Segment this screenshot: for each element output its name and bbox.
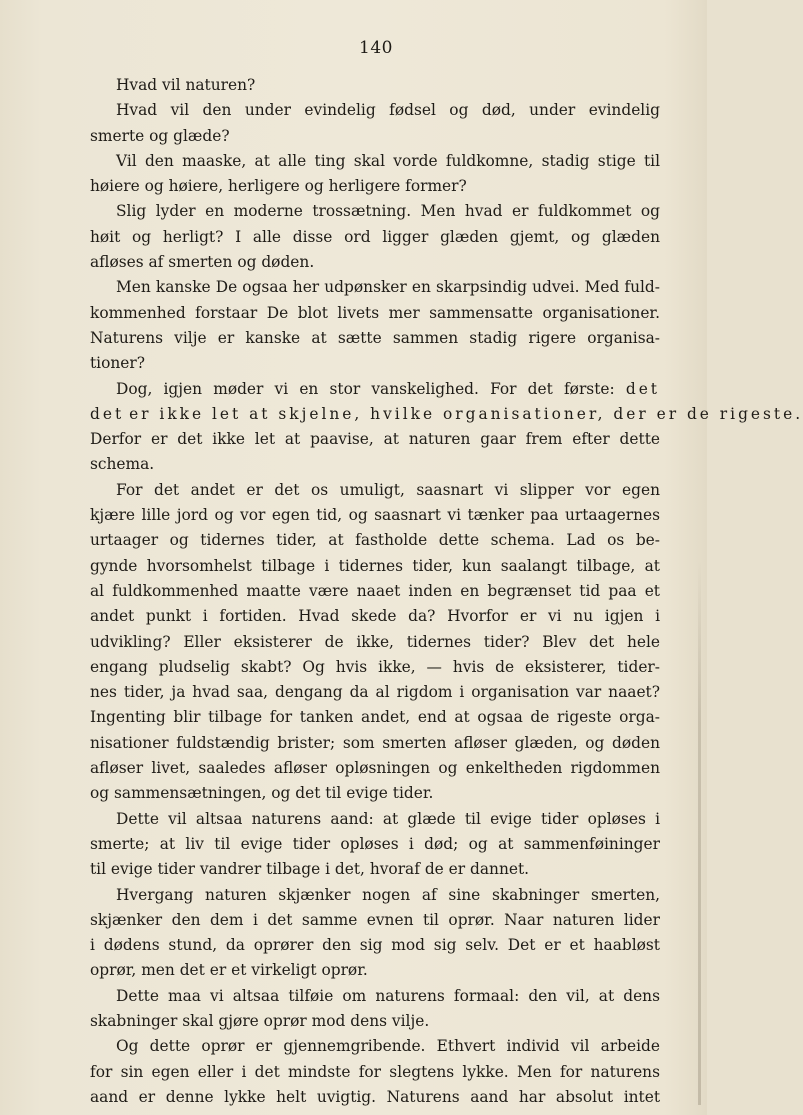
text-line: nisationer fuldstændig brister; som smerten afløser glæden, og døden	[90, 733, 660, 752]
text-line: Hvad vil den under evindelig fødsel og død, under evindelig	[116, 101, 660, 120]
text-line: i dødens stund, da oprører den sig mod sig selv. Det er et haabløst	[90, 936, 660, 955]
text-line: Hvergang naturen skjænker nogen af sine skabninger smerten,	[116, 885, 660, 904]
text-line	[90, 377, 660, 402]
text-fragment: Dog, igjen møder vi en stor vanskelighed. For det første:	[116, 379, 626, 398]
text-line: engang pludselig skabt? Og hvis ikke, — hvis de eksisterer, tider-	[90, 657, 660, 676]
text-line: Naturens vilje er kanske at sætte sammen stadig rigere organisa-	[90, 328, 660, 347]
text-line: afløser livet, saaledes afløser opløsningen og enkeltheden rigdommen	[90, 759, 660, 778]
page-edge-shadow	[698, 560, 701, 1105]
text-line: schema.	[90, 455, 155, 474]
text-line: urtaager og tidernes tider, at fastholde dette schema. Lad os be-	[90, 531, 660, 550]
text-line: Hvad vil naturen?	[116, 76, 256, 94]
text-line: skabninger skal gjøre oprør mod dens vilje.	[90, 1011, 430, 1030]
text-line: Dette vil altsaa naturens aand: at glæde til evige tider opløses i	[116, 809, 660, 828]
text-line: Dette maa vi altsaa tilføie om naturens formaal: den vil, at dens	[116, 986, 660, 1005]
spaced-text: er ikke let at skjelne, hvilke organisationer,	[129, 404, 614, 423]
text-line: kjære lille jord og vor egen tid, og saasnart vi tænker paa urtaagernes	[90, 506, 660, 525]
text-line: For det andet er det os umuligt, saasnart vi slipper vor egen	[116, 480, 660, 499]
text-line: Vil den maaske, at alle ting skal vorde fuldkomne, stadig stige til	[116, 151, 660, 170]
spaced-text: det	[90, 404, 125, 423]
text-line: skjænker den dem i det samme evnen til oprør. Naar naturen lider	[90, 910, 660, 929]
text-line: til evige tider vandrer tilbage i det, hvoraf de er dannet.	[90, 860, 530, 879]
text-line: udvikling? Eller eksisterer de ikke, tidernes tider? Blev det hele	[90, 632, 660, 651]
text-line: kommenhed forstaar De blot livets mer sammensatte organisationer.	[90, 303, 660, 322]
spaced-text: det	[625, 379, 660, 398]
text-line	[90, 402, 803, 427]
text-line: Ingenting blir tilbage for tanken andet, end at ogsaa de rigeste orga-	[90, 708, 660, 727]
text-line: høit og herligt? I alle disse ord ligger glæden gjemt, og glæden	[90, 227, 660, 246]
text-line: aand er denne lykke helt uvigtig. Naturens aand har absolut intet	[90, 1087, 660, 1106]
body-text	[90, 73, 803, 1110]
text-line: afløses af smerten og døden.	[90, 253, 315, 272]
text-line: for sin egen eller i det mindste for slegtens lykke. Men for naturens	[90, 1062, 660, 1081]
text-line: smerte; at liv til evige tider opløses i død; og at sammenføininger	[90, 834, 660, 853]
text-line: gynde hvorsomhelst tilbage i tidernes tider, kun saalangt tilbage, at	[90, 556, 660, 575]
text-line: andet punkt i fortiden. Hvad skede da? Hvorfor er vi nu igjen i	[90, 607, 660, 626]
text-line: og sammensætningen, og det til evige tider.	[90, 784, 434, 803]
text-line: tioner?	[90, 354, 146, 373]
text-line: Slig lyder en moderne trossætning. Men hvad er fuldkommet og	[116, 202, 660, 221]
text-line: al fuldkommenhed maatte være naaet inden en begrænset tid paa et	[90, 581, 660, 600]
page-number: 140	[359, 38, 393, 58]
text-line: oprør, men det er et virkeligt oprør.	[90, 961, 368, 980]
text-line: nes tider, ja hvad saa, dengang da al rigdom i organisation var naaet?	[90, 683, 660, 702]
text-line: høiere og høiere, herligere og herligere former?	[90, 177, 467, 196]
spaced-text: der er de rigeste.	[613, 404, 803, 423]
text-line: smerte og glæde?	[90, 126, 230, 145]
text-line: Derfor er det ikke let at paavise, at naturen gaar frem efter dette	[90, 430, 660, 449]
text-line: Og dette oprør er gjennemgribende. Ethvert individ vil arbeide	[116, 1037, 660, 1056]
text-line: Men kanske De ogsaa her udpønsker en skarpsindig udvei. Med fuld-	[116, 278, 660, 297]
